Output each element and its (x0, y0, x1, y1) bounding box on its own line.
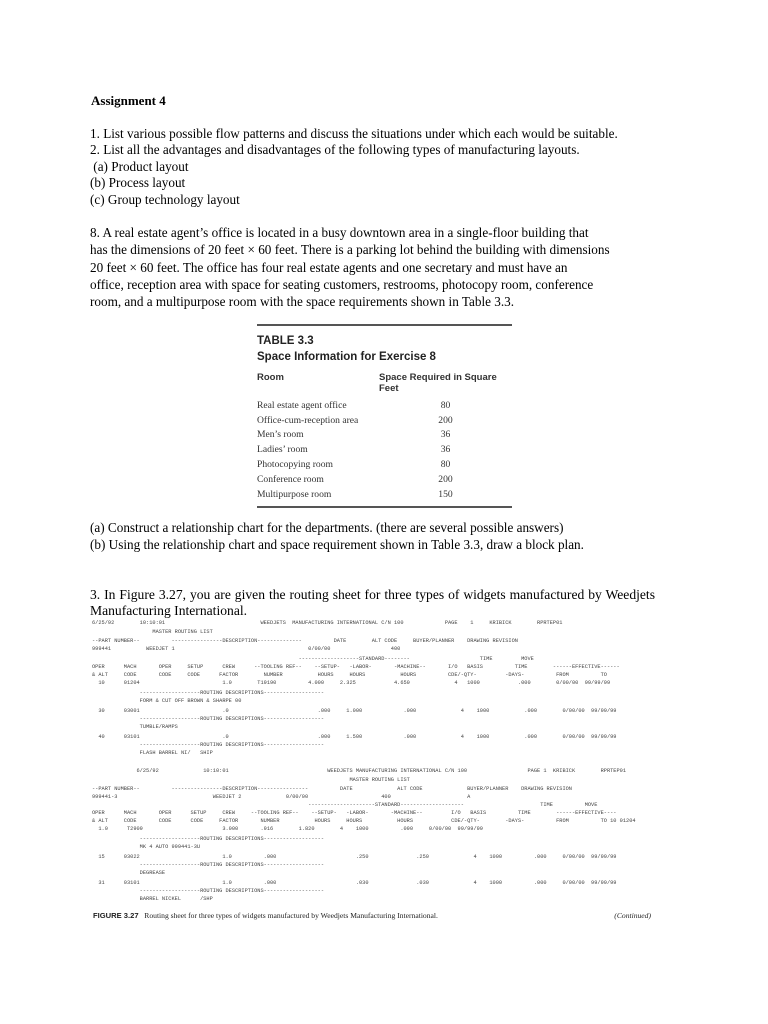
routing-sheet-line: FORM & CUT OFF BROWN & SHARPE 00 (92, 698, 242, 704)
room-cell: Conference room (257, 473, 324, 485)
sub-question-a: (a) Construct a relationship chart for the departments. (there are several possible answers) (90, 520, 564, 535)
question-3: 3. In Figure 3.27, you are given the routing sheet for three types of widgets manufactured by Weedjets Manufacturing International. (90, 587, 655, 618)
room-cell: Office-cum-reception area (257, 414, 359, 426)
sub-questions (90, 520, 584, 553)
table-header (257, 372, 512, 394)
routing-sheet-line: --PART NUMBER-- ----------------DESCRIPTION-------------- DATE ALT CODE BUYER/PLANNER DRAWING REVISION (92, 638, 518, 644)
table-top-rule (257, 324, 512, 326)
question-8 (90, 224, 650, 310)
room-cell: Real estate agent office (257, 399, 347, 411)
table-row (257, 413, 512, 428)
table-bottom-rule (257, 506, 512, 508)
routing-sheet-line: & ALT CODE CODE CODE FACTOR NUMBER HOURS HOURS HOURS CDE/-QTY- -DAYS- FROM TO (92, 672, 607, 678)
table-row (257, 472, 512, 487)
routing-sheet-line: 999441 WEEDJET 1 0/00/00 400 (92, 646, 401, 652)
routing-sheet-line: 30 03001 .0 .000 1.000 .000 4 1000 .000 0/00/00 99/99/99 (92, 708, 617, 714)
sub-question-b: (b) Using the relationship chart and space requirement shown in Table 3.3, draw a block plan. (90, 536, 584, 552)
routing-sheet-line: 1.0 T2909 3.000 .916 1.820 4 1000 .090 0/00/00 99/99/99 (92, 826, 483, 832)
routing-sheet-line: BARREL NICKEL /SHP (92, 896, 213, 902)
question-2a: (a) Product layout (90, 158, 189, 174)
routing-sheet-line: MK 4 AUTO 999441-3U (92, 844, 201, 850)
space-cell: 200 (438, 473, 453, 485)
routing-sheet-line: & ALT CODE CODE CODE FACTOR NUMBER HOURS HOURS HOURS CDE/-QTY- -DAYS- FROM TO 10 01204 (92, 818, 636, 824)
routing-sheet-line: 40 03101 .0 .000 1.500 .000 4 1000 .000 0/00/00 99/99/99 (92, 734, 617, 740)
routing-sheet-line: 999441-3 WEEDJET 2 0/00/00 400 A (92, 794, 471, 800)
figure-caption-text: Routing sheet for three types of widgets manufactured by Weedjets Manufacturing International. (144, 911, 438, 920)
table-row (257, 428, 512, 443)
routing-sheet-figure (92, 620, 652, 910)
space-cell: 200 (438, 414, 453, 426)
routing-sheet-line: 31 03101 1.0 .000 .030 .030 4 1000 .000 0/00/00 99/99/99 (92, 880, 617, 886)
assignment-title: Assignment 4 (91, 93, 166, 108)
table-name: TABLE 3.3 (257, 335, 314, 347)
routing-sheet-line: MASTER ROUTING LIST (92, 629, 213, 635)
question-8-line: office, reception area with space for seating customers, restrooms, photocopy room, conference (90, 276, 594, 292)
figure-continued: (Continued) (614, 911, 651, 920)
routing-sheet-line: -------------------ROUTING DESCRIPTIONS------------------- (92, 836, 325, 842)
space-cell: 80 (440, 459, 451, 471)
routing-sheet-line: -------------------ROUTING DESCRIPTIONS------------------- (92, 690, 325, 696)
question-8-line: 20 feet × 60 feet. The office has four real estate agents and one secretary and must have an (90, 259, 568, 275)
figure-caption (93, 911, 651, 920)
table-row (257, 398, 512, 413)
routing-sheet-line: 6/25/92 10:10:01 WEEDJETS MANUFACTURING INTERNATIONAL C/N 100 PAGE 1 KRIBICK RPRTEP01 (92, 620, 563, 626)
table-row (257, 457, 512, 472)
routing-sheet-line: 10 01204 1.0 T19190 4.000 2.325 4.650 4 1000 .000 0/00/00 99/99/99 (92, 680, 611, 686)
routing-sheet-line: -------------------ROUTING DESCRIPTIONS------------------- (92, 742, 325, 748)
routing-sheet-line: 6/25/92 10:10:01 WEEDJETS MANUFACTURING INTERNATIONAL C/N 100 PAGE 1 KRIBICK RPRTEP01 (92, 768, 627, 774)
space-table (257, 324, 512, 508)
space-cell: 150 (438, 488, 453, 500)
routing-sheet-line: -------------------ROUTING DESCRIPTIONS------------------- (92, 716, 325, 722)
routing-sheet-line: -------------------STANDARD-------- TIME MOVE (92, 656, 534, 662)
routing-sheet-line: DEGREASE (92, 870, 166, 876)
table-header-space: Space Required in Square Feet (379, 372, 497, 394)
table-row (257, 442, 512, 457)
routing-sheet-line: 15 03022 1.0 .000 .250 .250 4 1000 .000 0/00/00 99/99/99 (92, 854, 617, 860)
space-cell: 36 (440, 444, 451, 456)
question-1: 1. List various possible flow patterns and discuss the situations under which each would be suitable. (90, 126, 618, 141)
routing-sheet-line: OPER MACH OPER SETUP CREW --TOOLING REF-- --SETUP- -LABOR- -MACHINE-- I/O BASIS TIME ------EFFECTIVE---- (92, 810, 617, 816)
question-2c: (c) Group technology layout (90, 191, 240, 207)
table-body (257, 398, 512, 502)
room-cell: Multipurpose room (257, 488, 332, 500)
table-row (257, 487, 512, 502)
routing-sheet-line: ---------------------STANDARD-------------------- TIME MOVE (92, 802, 598, 808)
questions-list (90, 126, 618, 208)
question-2: 2. List all the advantages and disadvantages of the following types of manufacturing layouts. (90, 142, 580, 158)
question-8-line: room, and a multipurpose room with the space requirements shown in Table 3.3. (90, 294, 515, 310)
question-8-line: 8. A real estate agent’s office is located in a busy downtown area in a single-floor building that (90, 225, 589, 240)
routing-sheet-line: MASTER ROUTING LIST (92, 777, 410, 783)
routing-sheet-line: --PART NUMBER-- ----------------DESCRIPTION---------------- DATE ALT CODE BUYER/PLANNER DRAWING REVISION (92, 786, 572, 792)
space-cell: 36 (440, 429, 451, 441)
figure-label: FIGURE 3.27 (93, 911, 139, 920)
routing-sheet-line: FLASH BARREL NI/ SHIP (92, 750, 213, 756)
room-cell: Men’s room (257, 429, 304, 441)
routing-sheet-line: -------------------ROUTING DESCRIPTIONS------------------- (92, 888, 325, 894)
table-subtitle: Space Information for Exercise 8 (257, 351, 436, 363)
table-header-room: Room (257, 372, 284, 383)
room-cell: Ladies’ room (257, 444, 308, 456)
routing-sheet-line: OPER MACH OPER SETUP CREW --TOOLING REF-- --SETUP- -LABOR- -MACHINE-- I/O BASIS TIME ------EFFECTIVE------ (92, 664, 620, 670)
space-cell: 80 (440, 399, 451, 411)
room-cell: Photocopying room (257, 459, 333, 471)
routing-sheet-line: -------------------ROUTING DESCRIPTIONS------------------- (92, 862, 325, 868)
question-2b: (b) Process layout (90, 175, 186, 191)
question-8-line: has the dimensions of 20 feet × 60 feet. There is a parking lot behind the building with dimensions (90, 242, 610, 258)
routing-sheet-line: TUMBLE/RAMPS (92, 724, 178, 730)
